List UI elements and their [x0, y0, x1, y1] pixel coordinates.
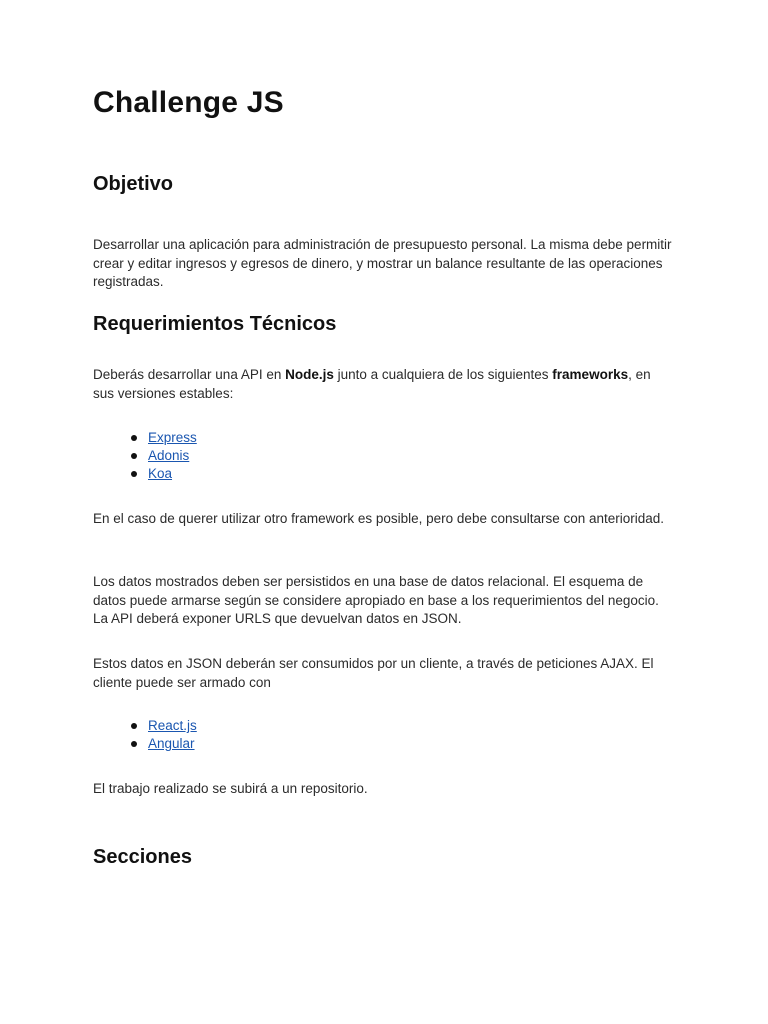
frameworks-list	[93, 429, 197, 483]
intro-text-3: , en sus versiones estables:	[93, 367, 651, 401]
intro-bold-frameworks: frameworks	[552, 367, 629, 382]
list-item	[93, 465, 197, 483]
paragraph-database: Los datos mostrados deben ser persistidos en una base de datos relacional. El esquema de datos puede armarse según se considere apropiado en base a los requerimientos del negocio. La API deberá exponer URLS que devuelvan datos en JSON.	[93, 574, 659, 626]
page-title: Challenge JS	[93, 86, 284, 119]
clients-list	[93, 717, 197, 753]
intro-text-2: junto a cualquiera de los siguientes	[333, 367, 553, 382]
paragraph-objetivo: Desarrollar una aplicación para administración de presupuesto personal. La misma debe permitir crear y editar ingresos y egresos de dinero, y mostrar un balance resultante de las operaciones registradas.	[93, 237, 672, 289]
bullet-icon	[131, 435, 137, 441]
bullet-icon	[131, 723, 137, 729]
paragraph-repo: El trabajo realizado se subirá a un repositorio.	[93, 781, 368, 796]
list-item	[93, 429, 197, 447]
paragraph-other-framework: En el caso de querer utilizar otro framework es posible, pero debe consultarse con anterioridad.	[93, 511, 665, 526]
bullet-icon	[131, 471, 137, 477]
list-item	[93, 447, 197, 465]
list-item	[93, 717, 197, 735]
paragraph-requerimientos-intro	[93, 366, 673, 403]
link-reactjs[interactable]: React.js	[148, 718, 197, 733]
link-koa[interactable]: Koa	[148, 466, 173, 481]
heading-requerimientos: Requerimientos Técnicos	[93, 313, 337, 335]
bullet-icon	[131, 741, 137, 747]
heading-secciones: Secciones	[93, 846, 192, 868]
intro-bold-nodejs: Node.js	[285, 367, 334, 382]
link-adonis[interactable]: Adonis	[148, 448, 190, 463]
intro-text-1: Deberás desarrollar una API en	[93, 367, 286, 382]
heading-objetivo: Objetivo	[93, 173, 174, 195]
link-express[interactable]: Express	[148, 430, 197, 445]
bullet-icon	[131, 453, 137, 459]
paragraph-client: Estos datos en JSON deberán ser consumidos por un cliente, a través de peticiones AJAX. El cliente puede ser armado con	[93, 656, 654, 690]
link-angular[interactable]: Angular	[148, 736, 195, 751]
list-item	[93, 735, 197, 753]
